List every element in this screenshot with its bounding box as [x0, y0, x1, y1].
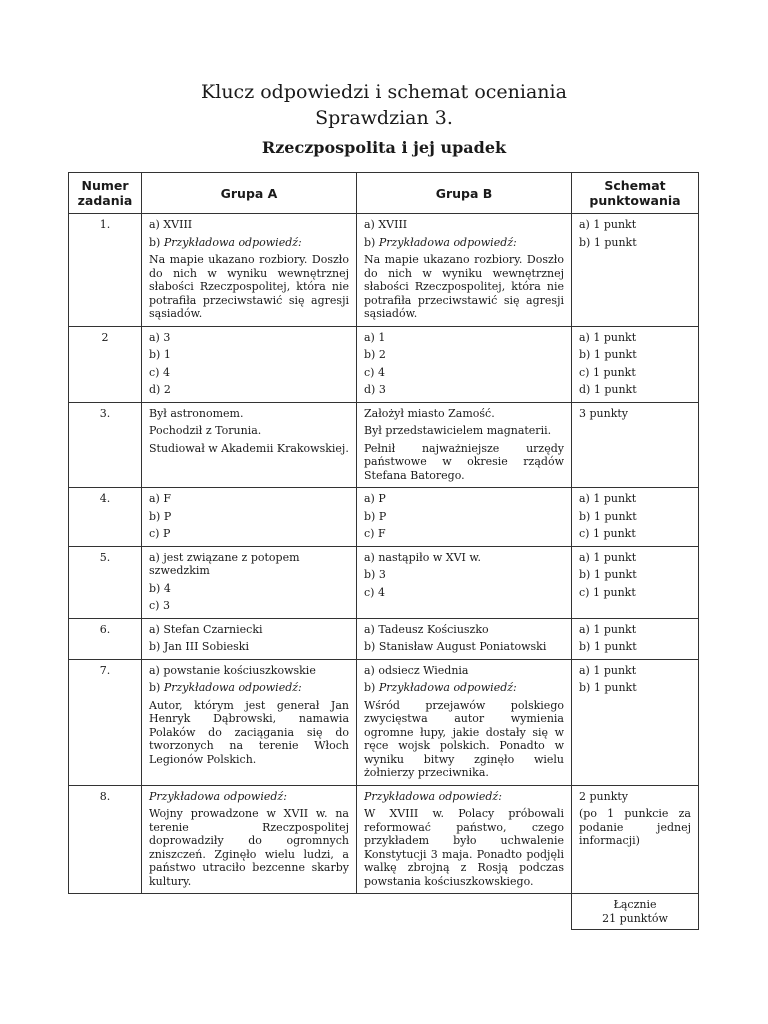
task-number: 3. — [69, 402, 142, 488]
total-value: 21 punktów — [602, 911, 668, 925]
table-row — [69, 659, 699, 785]
task-number: 1. — [69, 214, 142, 327]
answer-line: b) 3 — [364, 568, 386, 581]
points-line: a) 1 punkt — [579, 330, 637, 344]
group-b-answer — [357, 659, 572, 785]
points-line: b) 1 punkt — [579, 640, 637, 653]
header-number-line1: Numer — [81, 178, 129, 193]
task-number: 6. — [69, 618, 142, 659]
example-answer-label: Przykładowa odpowiedź: — [163, 681, 302, 694]
table-row — [69, 326, 699, 402]
example-answer-label: Przykładowa odpowiedź: — [378, 681, 517, 694]
header-row — [69, 173, 699, 214]
answer-text: Na mapie ukazano rozbiory. Doszło do nich w wyniku wewnętrznej słabości Rzeczpospolitej, która nie potrafiła przeciwstawić się agresji sąsiadów. — [364, 253, 564, 320]
table-row — [69, 618, 699, 659]
answer-line: a) nastąpiło w XVI w. — [364, 550, 481, 564]
header-scheme-line1: Schemat — [604, 178, 666, 193]
answer-line: a) Tadeusz Kościuszko — [364, 622, 489, 636]
header-group-b: Grupa B — [357, 173, 572, 214]
answer-line: Był przedstawicielem magnaterii. — [364, 424, 552, 437]
answer-line: a) powstanie kościuszkowskie — [149, 663, 316, 677]
answer-line: a) Stefan Czarniecki — [149, 622, 263, 636]
answer-line: b) Przykładowa odpowiedź: — [149, 681, 302, 694]
points-line: b) 1 punkt — [579, 348, 637, 361]
group-a-answer — [142, 546, 357, 618]
answer-line: c) 4 — [364, 585, 385, 599]
task-number: 8. — [69, 785, 142, 894]
points-line: 3 punkty — [579, 406, 629, 420]
task-number: 4. — [69, 488, 142, 547]
answer-line: c) P — [149, 527, 171, 540]
answer-text: W XVIII w. Polacy próbowali reformować państwo, czego przykładem było uchwalenie Konstytucji 3 maja. Ponadto podjęli walkę zbrojną z Rosją podczas powstania kościuszkowskiego. — [364, 807, 564, 888]
task-number: 7. — [69, 659, 142, 785]
table-row — [69, 214, 699, 327]
answer-line: b) P — [149, 509, 172, 523]
answer-line: Założył miasto Zamość. — [364, 406, 495, 420]
answer-text: Autor, którym jest generał Jan Henryk Dąbrowski, namawia Polaków do zaciągania się do tworzonych na terenie Włoch Legionów Polskich. — [149, 698, 349, 766]
answer-line: c) 3 — [149, 599, 170, 612]
header-scheme-line2: punktowania — [589, 193, 681, 208]
header-scheme — [572, 173, 699, 214]
answer-line: Przykładowa odpowiedź: — [149, 789, 287, 803]
points-cell — [572, 402, 699, 488]
answer-line: b) Przykładowa odpowiedź: — [364, 235, 517, 249]
points-cell — [572, 214, 699, 327]
points-line: a) 1 punkt — [579, 622, 637, 636]
points-cell — [572, 546, 699, 618]
answer-text: Wśród przejawów polskiego zwycięstwa autor wymienia ogromne łupy, jakie dostały się w ręce wojsk polskich. Ponadto w wyniku bitwy zginęło wielu żołnierzy przeciwnika. — [364, 698, 564, 779]
answer-line: c) 4 — [364, 365, 385, 379]
points-cell — [572, 618, 699, 659]
header-group-a: Grupa A — [142, 173, 357, 214]
group-b-answer — [357, 618, 572, 659]
title-line-2: Sprawdzian 3. — [315, 107, 453, 129]
answer-line: c) F — [364, 527, 386, 540]
answer-line: Był astronomem. — [149, 406, 244, 420]
group-b-answer — [357, 488, 572, 547]
group-b-answer — [357, 785, 572, 894]
points-line: c) 1 punkt — [579, 527, 636, 540]
answer-line: b) P — [364, 509, 387, 523]
points-cell — [572, 659, 699, 785]
points-line: b) 1 punkt — [579, 509, 637, 523]
group-a-answer — [142, 326, 357, 402]
group-a-answer — [142, 618, 357, 659]
subtitle: Rzeczpospolita i jej upadek — [261, 138, 507, 157]
example-answer-label: Przykładowa odpowiedź: — [163, 235, 302, 249]
answer-line: b) Przykładowa odpowiedź: — [364, 681, 517, 694]
answer-key-table — [68, 172, 699, 930]
title-line-1: Klucz odpowiedzi i schemat oceniania — [201, 81, 567, 103]
table-row — [69, 488, 699, 547]
answer-text: Na mapie ukazano rozbiory. Doszło do nich w wyniku wewnętrznej słabości Rzeczpospolitej, która nie potrafiła przeciwstawić się agresji sąsiadów. — [149, 253, 349, 320]
answer-line: b) 2 — [364, 348, 386, 361]
answer-line: b) Przykładowa odpowiedź: — [149, 235, 302, 249]
answer-line: Studiował w Akademii Krakowskiej. — [149, 441, 349, 455]
table-row — [69, 402, 699, 488]
answer-line: a) 1 — [364, 330, 386, 344]
answer-line: Przykładowa odpowiedź: — [364, 789, 502, 803]
answer-line: a) jest związane z potopem szwedzkim — [149, 550, 300, 577]
answer-line: a) XVIII — [364, 218, 408, 231]
total-points — [572, 894, 699, 930]
answer-line: b) Stanisław August Poniatowski — [364, 640, 547, 653]
header-number-line2: zadania — [77, 193, 133, 208]
total-label: Łącznie — [613, 898, 657, 911]
points-cell — [572, 488, 699, 547]
points-line: b) 1 punkt — [579, 235, 637, 249]
points-line: d) 1 punkt — [579, 383, 637, 396]
group-a-answer — [142, 402, 357, 488]
task-number: 2 — [69, 326, 142, 402]
points-line: b) 1 punkt — [579, 568, 637, 581]
points-line: a) 1 punkt — [579, 550, 637, 564]
answer-line: b) Jan III Sobieski — [149, 640, 249, 653]
group-a-answer — [142, 488, 357, 547]
points-cell — [572, 326, 699, 402]
answer-line: Pełnił najważniejsze urzędy państwowe w okresie rządów Stefana Batorego. — [364, 441, 564, 482]
group-b-answer — [357, 214, 572, 327]
group-b-answer — [357, 546, 572, 618]
header-number — [69, 173, 142, 214]
group-b-answer — [357, 402, 572, 488]
task-number: 5. — [69, 546, 142, 618]
points-line: a) 1 punkt — [579, 218, 637, 231]
points-line: a) 1 punkt — [579, 663, 637, 677]
answer-text: Wojny prowadzone w XVII w. na terenie Rzeczpospolitej doprowadziły do ogromnych zniszczeń. Zginęło wielu ludzi, a państwo utraciło bezcenne skarby kultury. — [149, 807, 349, 888]
answer-line: a) P — [364, 492, 386, 505]
answer-line: a) odsiecz Wiednia — [364, 663, 469, 677]
group-a-answer — [142, 785, 357, 894]
points-cell — [572, 785, 699, 894]
points-line: b) 1 punkt — [579, 681, 637, 694]
points-line: c) 1 punkt — [579, 365, 636, 379]
example-answer-label: Przykładowa odpowiedź: — [378, 235, 517, 249]
points-line: a) 1 punkt — [579, 492, 637, 505]
answer-line: d) 3 — [364, 383, 386, 396]
answer-line: a) F — [149, 492, 171, 505]
group-a-answer — [142, 214, 357, 327]
table-row — [69, 785, 699, 894]
answer-line: a) XVIII — [149, 218, 193, 231]
points-note: (po 1 punkcie za podanie jednej informacji) — [579, 807, 691, 847]
answer-line: Pochodził z Torunia. — [149, 424, 262, 437]
table-row — [69, 546, 699, 618]
answer-line: b) 1 — [149, 348, 171, 361]
group-b-answer — [357, 326, 572, 402]
answer-line: c) 4 — [149, 365, 170, 379]
answer-line: d) 2 — [149, 383, 171, 396]
group-a-answer — [142, 659, 357, 785]
points-line: 2 punkty — [579, 789, 629, 803]
total-row — [69, 894, 699, 930]
answer-line: a) 3 — [149, 330, 171, 344]
answer-line: b) 4 — [149, 581, 171, 595]
points-line: c) 1 punkt — [579, 585, 636, 599]
